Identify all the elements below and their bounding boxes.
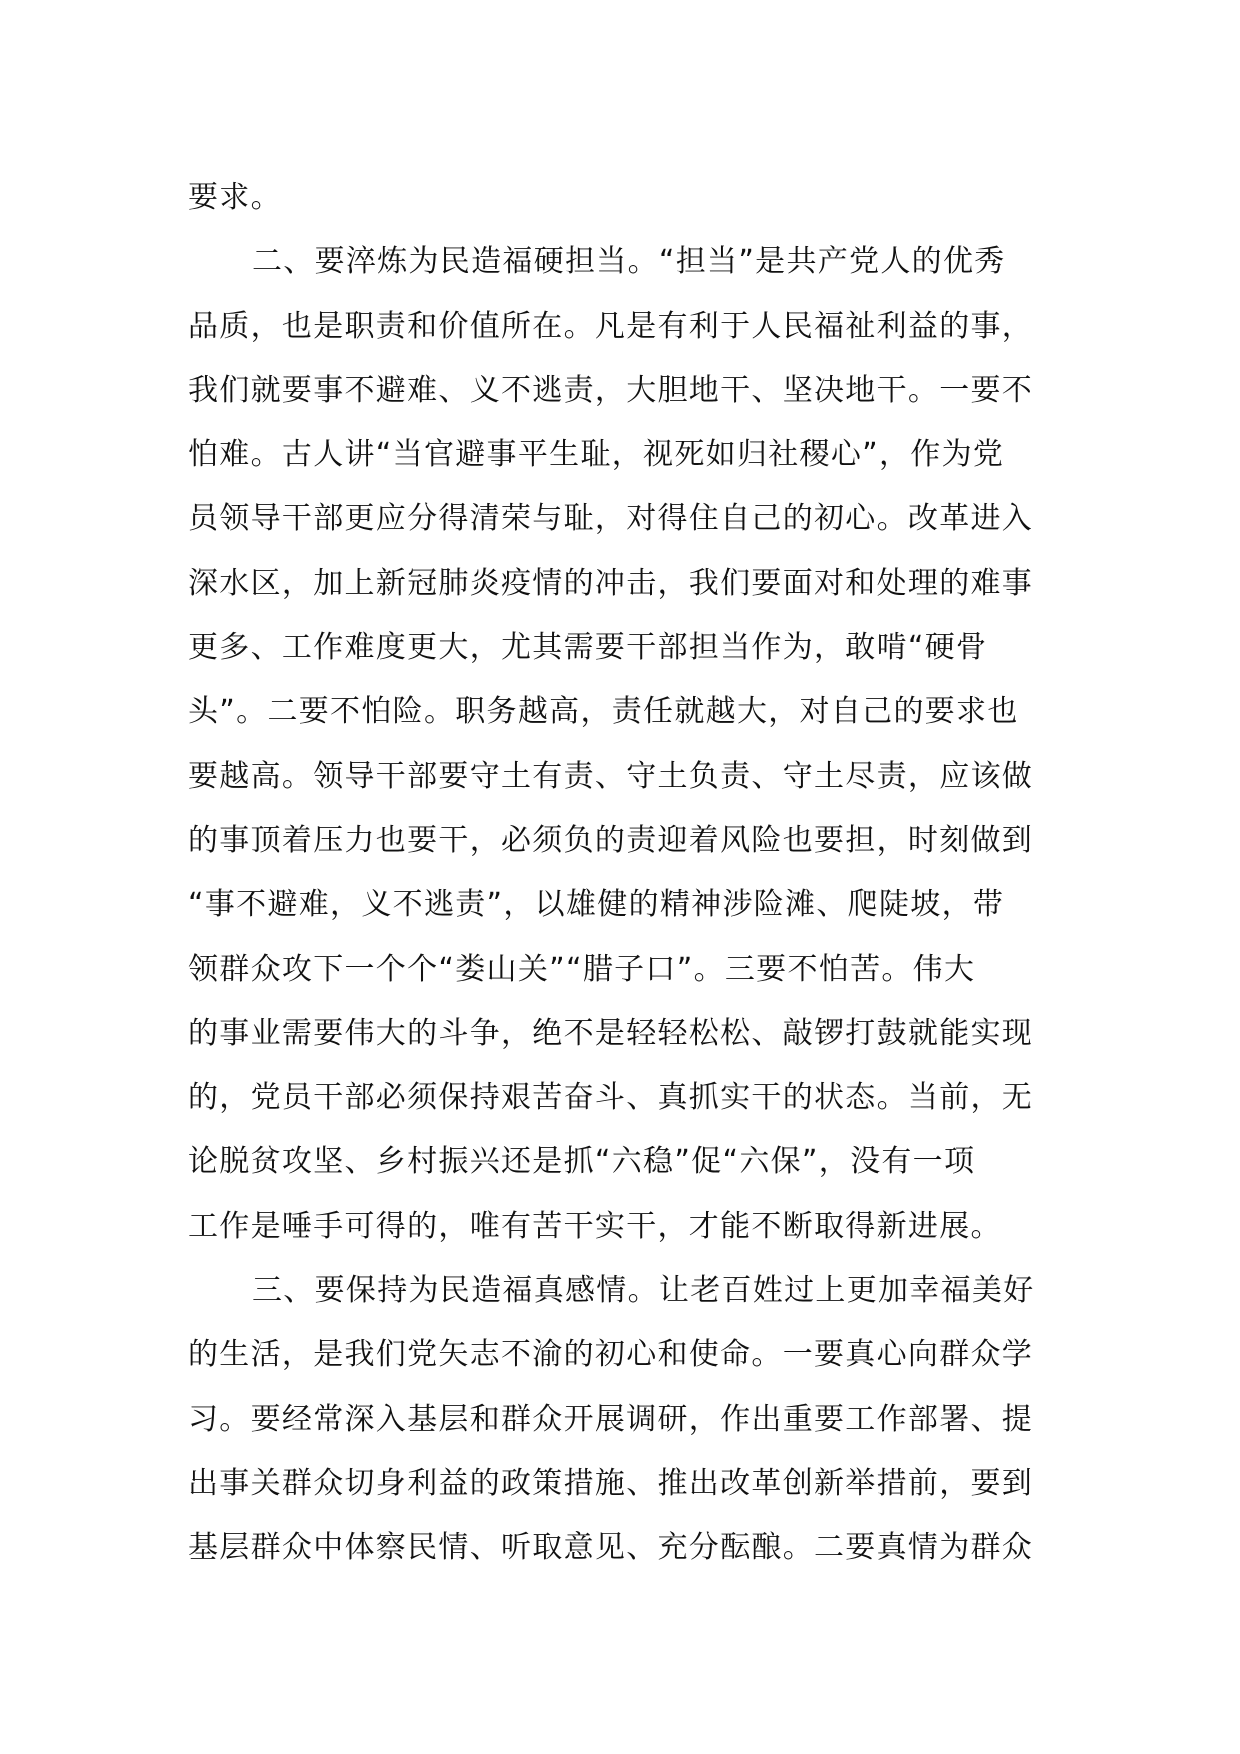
text-line: “事不避难，义不逃责”，以雄健的精神涉险滩、爬陡坡，带 bbox=[188, 887, 1005, 923]
text-line: 深水区，加上新冠肺炎疫情的冲击，我们要面对和处理的难事 bbox=[188, 565, 1034, 601]
text-line: 领群众攻下一个个“娄山关”“腊子口”。三要不怕苦。伟大 bbox=[188, 951, 976, 987]
text-line: 的，党员干部必须保持艰苦奋斗、真抓实干的状态。当前，无 bbox=[188, 1080, 1034, 1116]
text-line: 要越高。领导干部要守土有责、守土负责、守土尽责，应该做 bbox=[188, 758, 1034, 794]
text-line: 出事关群众切身利益的政策措施、推出改革创新举措前，要到 bbox=[188, 1465, 1034, 1501]
text-line: 我们就要事不避难、义不逃责，大胆地干、坚决地干。一要不 bbox=[188, 372, 1034, 408]
text-line: 的事顶着压力也要干，必须负的责迎着风险也要担，时刻做到 bbox=[188, 822, 1034, 858]
text-line: 工作是唾手可得的，唯有苦干实干，才能不断取得新进展。 bbox=[188, 1208, 1002, 1244]
text-line: 怕难。古人讲“当官避事平生耻，视死如归社稷心”，作为党 bbox=[188, 437, 1005, 473]
text-line: 更多、工作难度更大，尤其需要干部担当作为，敢啃“硬骨 bbox=[188, 630, 988, 666]
text-line: 习。要经常深入基层和群众开展调研，作出重要工作部署、提 bbox=[188, 1401, 1034, 1437]
body-text bbox=[188, 166, 1056, 1581]
text-line: 论脱贫攻坚、乡村振兴还是抓“六稳”促“六保”，没有一项 bbox=[188, 1144, 976, 1180]
text-line: 基层群众中体察民情、听取意见、充分酝酿。二要真情为群众 bbox=[188, 1530, 1034, 1566]
text-line: 品质，也是职责和价值所在。凡是有利于人民福祉利益的事， bbox=[188, 308, 1034, 344]
text-line: 要求。 bbox=[188, 180, 282, 215]
text-line: 三、要保持为民造福真感情。让老百姓过上更加幸福美好 bbox=[252, 1273, 1035, 1309]
text-line: 头”。二要不怕险。职务越高，责任就越大，对自己的要求也 bbox=[188, 694, 1019, 730]
text-line: 二、要淬炼为民造福硬担当。“担当”是共产党人的优秀 bbox=[252, 244, 1006, 280]
text-line: 员领导干部更应分得清荣与耻，对得住自己的初心。改革进入 bbox=[188, 501, 1034, 537]
text-line: 的事业需要伟大的斗争，绝不是轻轻松松、敲锣打鼓就能实现 bbox=[188, 1015, 1034, 1051]
text-line: 的生活，是我们党矢志不渝的初心和使命。一要真心向群众学 bbox=[188, 1337, 1034, 1373]
